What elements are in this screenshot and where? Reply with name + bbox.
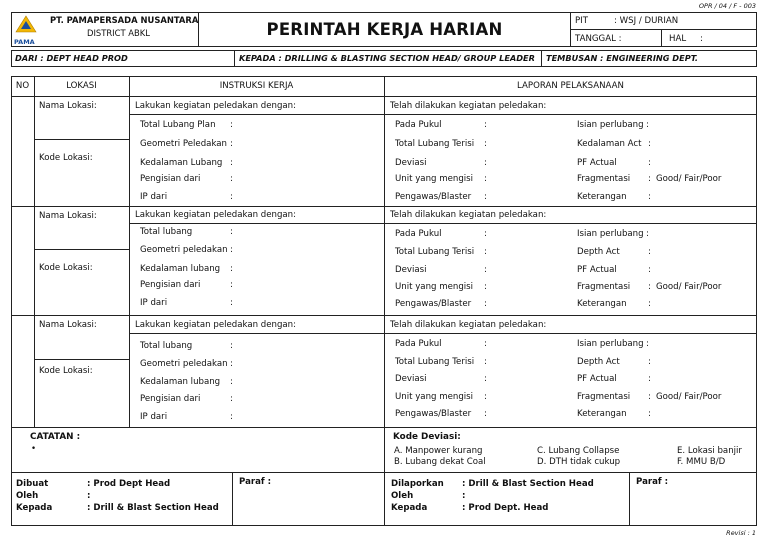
lap-left-item: Pengawas/Blaster bbox=[395, 299, 472, 309]
kepada-field: KEPADA : DRILLING & BLASTING SECTION HEAD/ GROUP LEADER bbox=[239, 53, 535, 63]
lap-header: Telah dilakukan kegiatan peledakan: bbox=[390, 320, 547, 330]
instr-item: Geometri Peledakan bbox=[140, 139, 227, 149]
lap-left-item: Pengawas/Blaster bbox=[395, 192, 472, 202]
kode-deviasi-label: Kode Deviasi: bbox=[393, 432, 461, 442]
kode-lokasi-label: Kode Lokasi: bbox=[39, 263, 93, 273]
lap-right-item: Fragmentasi bbox=[577, 392, 631, 402]
kepada-label: Kepada bbox=[16, 503, 53, 513]
colon: : bbox=[484, 339, 487, 349]
lap-right-item: Keterangan bbox=[577, 409, 627, 419]
colon: : bbox=[484, 120, 487, 130]
instr-item: IP dari bbox=[140, 412, 168, 422]
lap-header: Telah dilakukan kegiatan peledakan: bbox=[390, 101, 547, 111]
instr-item: IP dari bbox=[140, 192, 168, 202]
dari-field: DARI : DEPT HEAD PROD bbox=[15, 53, 128, 63]
pit-value: : WSJ / DURIAN bbox=[614, 16, 679, 26]
lap-left-item: Pengawas/Blaster bbox=[395, 409, 472, 419]
colon: : bbox=[230, 120, 233, 130]
lap-left-item: Deviasi bbox=[395, 158, 427, 168]
lap-right-item: Kedalaman Act bbox=[577, 139, 642, 149]
col-lokasi: LOKASI bbox=[66, 80, 97, 91]
instr-item: Total Lubang Plan bbox=[140, 120, 216, 130]
kepada-value: : Drill & Blast Section Head bbox=[87, 503, 219, 513]
colon: : bbox=[648, 139, 651, 149]
instr-item: Pengisian dari bbox=[140, 394, 201, 404]
nama-lokasi-label: Nama Lokasi: bbox=[39, 101, 97, 111]
deviasi-code: D. DTH tidak cukup bbox=[537, 457, 621, 467]
colon: : bbox=[230, 298, 233, 308]
kepada-value: : Prod Dept. Head bbox=[462, 503, 549, 513]
colon: : bbox=[648, 158, 651, 168]
lap-right-item: Isian perlubang bbox=[577, 120, 644, 130]
lap-left-item: Unit yang mengisi bbox=[395, 174, 474, 184]
fragmentasi-options: Good/ Fair/Poor bbox=[656, 392, 722, 402]
colon: : bbox=[484, 229, 487, 239]
colon: : bbox=[230, 174, 233, 184]
instr-item: Total lubang bbox=[140, 341, 193, 351]
lap-right-item: Keterangan bbox=[577, 192, 627, 202]
instr-item: IP dari bbox=[140, 298, 168, 308]
colon: : bbox=[648, 174, 651, 184]
colon: : bbox=[230, 139, 233, 149]
colon: : bbox=[230, 192, 233, 202]
colon: : bbox=[230, 359, 233, 369]
colon: : bbox=[484, 357, 487, 367]
doc-code: OPR / 04 / F - 003 bbox=[698, 2, 756, 10]
lap-right-item: Keterangan bbox=[577, 299, 627, 309]
kode-lokasi-label: Kode Lokasi: bbox=[39, 153, 93, 163]
company-name: PT. PAMAPERSADA NUSANTARA bbox=[50, 15, 199, 25]
kepada-label: Kepada bbox=[391, 503, 428, 513]
lap-right-item: Fragmentasi bbox=[577, 174, 631, 184]
dilaporkan-value: : Drill & Blast Section Head bbox=[462, 479, 594, 489]
lap-left-item: Unit yang mengisi bbox=[395, 392, 474, 402]
hal-label: HAL bbox=[669, 34, 687, 44]
col-no: NO bbox=[15, 80, 30, 91]
colon: : bbox=[230, 227, 233, 237]
colon: : bbox=[648, 392, 651, 402]
col-laporan: LAPORAN PELAKSANAAN bbox=[517, 80, 624, 91]
colon: : bbox=[648, 409, 651, 419]
colon: : bbox=[646, 229, 649, 239]
oleh-label: Oleh bbox=[16, 491, 39, 501]
instr-item: Kedalaman lubang bbox=[140, 377, 221, 387]
instr-header: Lakukan kegiatan peledakan dengan: bbox=[135, 210, 297, 220]
deviasi-code: A. Manpower kurang bbox=[394, 446, 483, 456]
deviasi-code: E. Lokasi banjir bbox=[677, 446, 742, 456]
tanggal-label: TANGGAL : bbox=[575, 34, 622, 44]
lap-right-item: Isian perlubang bbox=[577, 229, 644, 239]
document-title: PERINTAH KERJA HARIAN bbox=[266, 20, 503, 39]
lap-right-item: Fragmentasi bbox=[577, 282, 631, 292]
tembusan-field: TEMBUSAN : ENGINEERING DEPT. bbox=[546, 53, 698, 63]
logo-text: PAMA bbox=[14, 38, 35, 46]
instr-header: Lakukan kegiatan peledakan dengan: bbox=[135, 320, 297, 330]
colon: : bbox=[484, 282, 487, 292]
colon: : bbox=[484, 409, 487, 419]
colon: : bbox=[484, 392, 487, 402]
instr-item: Pengisian dari bbox=[140, 280, 201, 290]
instr-item: Pengisian dari bbox=[140, 174, 201, 184]
catatan-label: CATATAN : bbox=[30, 432, 81, 442]
paraf-right: Paraf : bbox=[636, 477, 669, 487]
paraf-left: Paraf : bbox=[239, 477, 272, 487]
pit-label: PIT bbox=[575, 16, 588, 26]
colon: : bbox=[230, 341, 233, 351]
lap-left-item: Pada Pukul bbox=[395, 229, 442, 239]
catatan-bullet: • bbox=[31, 444, 37, 454]
colon: : bbox=[230, 412, 233, 422]
colon: : bbox=[484, 374, 487, 384]
oleh-label: Oleh bbox=[391, 491, 414, 501]
colon: : bbox=[646, 120, 649, 130]
lap-left-item: Total Lubang Terisi bbox=[395, 139, 475, 149]
instr-item: Total lubang bbox=[140, 227, 193, 237]
deviasi-code: F. MMU B/D bbox=[677, 457, 726, 467]
lap-header: Telah dilakukan kegiatan peledakan: bbox=[390, 210, 547, 220]
lap-right-item: Depth Act bbox=[577, 357, 620, 367]
lap-left-item: Total Lubang Terisi bbox=[395, 357, 475, 367]
kode-lokasi-label: Kode Lokasi: bbox=[39, 366, 93, 376]
instr-item: Kedalaman Lubang bbox=[140, 158, 223, 168]
lap-right-item: Isian perlubang bbox=[577, 339, 644, 349]
colon: : bbox=[648, 282, 651, 292]
colon: : bbox=[230, 394, 233, 404]
hal-colon: : bbox=[700, 34, 703, 44]
lap-left-item: Deviasi bbox=[395, 374, 427, 384]
lap-left-item: Unit yang mengisi bbox=[395, 282, 474, 292]
colon: : bbox=[646, 339, 649, 349]
lap-right-item: Depth Act bbox=[577, 247, 620, 257]
lap-right-item: PF Actual bbox=[577, 265, 617, 275]
col-instruksi: INSTRUKSI KERJA bbox=[219, 80, 294, 91]
instr-item: Geometri peledakan bbox=[140, 359, 228, 369]
dibuat-label: Dibuat bbox=[16, 479, 49, 489]
oleh-value: : bbox=[87, 491, 91, 501]
deviasi-code: B. Lubang dekat Coal bbox=[394, 457, 486, 467]
fragmentasi-options: Good/ Fair/Poor bbox=[656, 174, 722, 184]
dibuat-value: : Prod Dept Head bbox=[87, 479, 171, 489]
colon: : bbox=[484, 192, 487, 202]
colon: : bbox=[648, 192, 651, 202]
lap-left-item: Deviasi bbox=[395, 265, 427, 275]
colon: : bbox=[230, 280, 233, 290]
lap-left-item: Total Lubang Terisi bbox=[395, 247, 475, 257]
nama-lokasi-label: Nama Lokasi: bbox=[39, 211, 97, 221]
deviasi-code: C. Lubang Collapse bbox=[537, 446, 620, 456]
instr-header: Lakukan kegiatan peledakan dengan: bbox=[135, 101, 297, 111]
colon: : bbox=[484, 299, 487, 309]
colon: : bbox=[484, 158, 487, 168]
lap-right-item: PF Actual bbox=[577, 158, 617, 168]
colon: : bbox=[230, 158, 233, 168]
district-name: DISTRICT ABKL bbox=[87, 28, 150, 38]
colon: : bbox=[648, 299, 651, 309]
lap-right-item: PF Actual bbox=[577, 374, 617, 384]
dilaporkan-label: Dilaporkan bbox=[391, 479, 444, 489]
instr-item: Kedalaman lubang bbox=[140, 264, 221, 274]
colon: : bbox=[230, 245, 233, 255]
lap-left-item: Pada Pukul bbox=[395, 120, 442, 130]
colon: : bbox=[648, 357, 651, 367]
colon: : bbox=[648, 265, 651, 275]
colon: : bbox=[484, 139, 487, 149]
colon: : bbox=[484, 247, 487, 257]
oleh-value: : bbox=[462, 491, 466, 501]
colon: : bbox=[484, 265, 487, 275]
lap-left-item: Pada Pukul bbox=[395, 339, 442, 349]
instr-item: Geometri peledakan bbox=[140, 245, 228, 255]
colon: : bbox=[648, 374, 651, 384]
colon: : bbox=[648, 247, 651, 257]
pama-logo bbox=[15, 15, 37, 39]
revision: Revisi : 1 bbox=[726, 529, 756, 537]
colon: : bbox=[230, 264, 233, 274]
fragmentasi-options: Good/ Fair/Poor bbox=[656, 282, 722, 292]
colon: : bbox=[484, 174, 487, 184]
colon: : bbox=[230, 377, 233, 387]
nama-lokasi-label: Nama Lokasi: bbox=[39, 320, 97, 330]
